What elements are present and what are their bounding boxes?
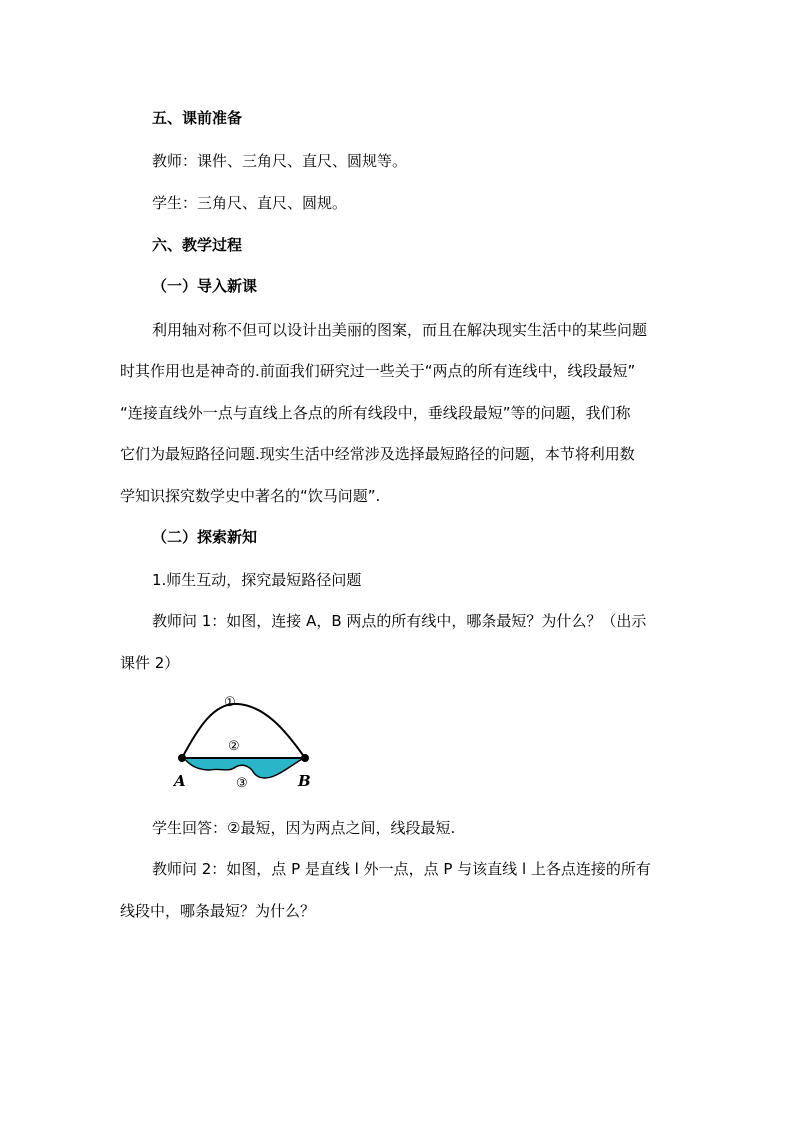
path-1-label: ① (224, 695, 236, 710)
point-a (178, 754, 186, 762)
shortest-path-figure (168, 684, 328, 794)
curve-path-1 (182, 704, 305, 758)
item-1-title: 1.师生互动，探究最短路径问题 (152, 571, 362, 589)
water-region (184, 758, 304, 778)
section-6-heading: 六、教学过程 (152, 236, 243, 254)
intro-paragraph-line: 它们为最短路径问题.现实生活中经常涉及选择最短路径的问题，本节将利用数 (120, 445, 635, 463)
answer-1-line: 学生回答：②最短，因为两点之间，线段最短. (152, 819, 456, 837)
student-prep-line: 学生：三角尺、直尺、圆规。 (152, 194, 348, 212)
question-1-line: 教师问 1：如图，连接 A，B 两点的所有线中，哪条最短？为什么？（出示 (152, 612, 647, 630)
intro-paragraph-line: 利用轴对称不但可以设计出美丽的图案，而且在解决现实生活中的某些问题 (152, 321, 648, 339)
question-1-line: 课件 2） (120, 654, 180, 672)
part-1-heading: （一）导入新课 (152, 277, 258, 295)
section-5-heading: 五、课前准备 (152, 109, 243, 127)
teacher-prep-line: 教师：课件、三角尺、直尺、圆规等。 (152, 152, 408, 170)
path-2-label: ② (228, 739, 240, 754)
question-2-line: 线段中，哪条最短？为什么？ (120, 902, 316, 920)
part-2-heading: （二）探索新知 (152, 528, 258, 546)
intro-paragraph-line: 学知识探究数学史中著名的“饮马问题”. (120, 487, 381, 505)
label-a: A (174, 772, 186, 790)
intro-paragraph-line: 时其作用也是神奇的.前面我们研究过一些关于“两点的所有连线中，线段最短” (120, 362, 636, 380)
intro-paragraph-line: “连接直线外一点与直线上各点的所有线段中，垂线段最短”等的问题，我们称 (120, 404, 631, 422)
path-3-label: ③ (236, 776, 248, 791)
label-b: B (298, 772, 311, 790)
point-b (301, 754, 309, 762)
question-2-line: 教师问 2：如图，点 P 是直线 l 外一点，点 P 与该直线 l 上各点连接的所有 (152, 860, 651, 878)
